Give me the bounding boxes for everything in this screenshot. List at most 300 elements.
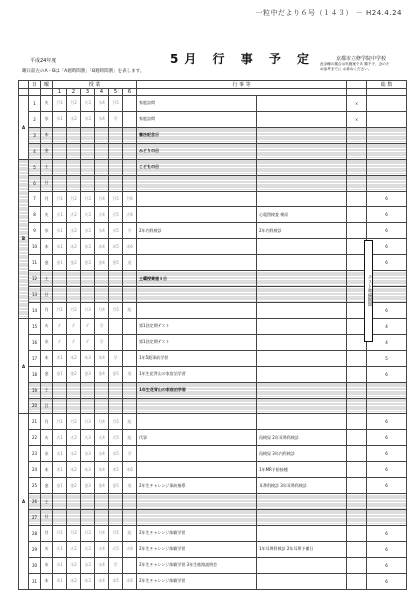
status-mark <box>347 207 367 223</box>
lesson-slot: 水2 <box>67 111 81 127</box>
day-number: 26 <box>29 494 41 510</box>
lesson-slot: 月2 <box>67 96 81 112</box>
status-mark <box>347 541 367 557</box>
lesson-slot <box>53 159 67 175</box>
day-number: 30 <box>29 557 41 573</box>
lesson-slot: 道 <box>123 478 137 494</box>
lesson-slot <box>123 96 137 112</box>
lesson-slot <box>123 509 137 525</box>
lesson-slot: 火1 <box>53 207 67 223</box>
week-column-header <box>19 81 29 89</box>
day-of-week: 日 <box>41 509 53 525</box>
calendar-row <box>19 111 407 127</box>
lesson-slot: 金5 <box>109 366 123 382</box>
event-text-secondary <box>257 414 347 430</box>
lesson-slot <box>95 287 109 303</box>
lesson-slot: 学 <box>109 557 123 573</box>
lesson-slot: 火4 <box>95 541 109 557</box>
lesson-slot: 水1 <box>53 223 67 239</box>
lesson-slot <box>123 143 137 159</box>
day-of-week: 月 <box>41 414 53 430</box>
lesson-slot: 月4 <box>95 302 109 318</box>
lesson-slot <box>67 127 81 143</box>
event-text-secondary <box>257 302 347 318</box>
summary-column-header: 総 数 <box>367 81 407 89</box>
calendar-row <box>19 366 407 382</box>
lesson-slot <box>81 271 95 287</box>
lesson-slot <box>53 287 67 303</box>
day-of-week: 日 <box>41 398 53 414</box>
lesson-total: 6 <box>367 478 407 494</box>
lesson-slot: 総 <box>123 525 137 541</box>
day-of-week: 木 <box>41 462 53 478</box>
page-title: 5月 行 事 予 定 <box>170 52 316 66</box>
lesson-total <box>367 494 407 510</box>
event-text <box>137 509 257 525</box>
lesson-slot: 月5 <box>109 414 123 430</box>
lesson-slot <box>95 175 109 191</box>
day-of-week: 月 <box>41 302 53 318</box>
lesson-slot: 月2 <box>67 302 81 318</box>
lesson-slot: 木1 <box>53 573 67 589</box>
lesson-slot: 学 <box>109 111 123 127</box>
lesson-slot: 道 <box>123 366 137 382</box>
status-mark <box>347 127 367 143</box>
week-label: B <box>19 159 29 318</box>
lesson-slot <box>123 175 137 191</box>
lesson-total: 6 <box>367 541 407 557</box>
newsletter-issue: 一粒中だより６号（１４３） － H24.4.24 <box>255 9 402 17</box>
lesson-slot <box>67 509 81 525</box>
timetable-note: 曜日前左のA・Bは「A週時間割」「B週時間割」を表します。 <box>22 69 145 74</box>
mark-column-header <box>347 81 367 89</box>
lesson-slot: 月5 <box>109 96 123 112</box>
event-text-secondary: 再検尿 2年耳鼻科検診 <box>257 430 347 446</box>
event-text: 第1回定期テスト <box>137 334 257 350</box>
lesson-slot: 月2 <box>67 525 81 541</box>
event-calendar-table <box>18 80 407 590</box>
calendar-row <box>19 175 407 191</box>
lesson-slot <box>109 127 123 143</box>
lesson-slot: 水3 <box>81 223 95 239</box>
lesson-slot <box>109 334 123 350</box>
lesson-slot: 木3 <box>81 239 95 255</box>
event-text-secondary <box>257 334 347 350</box>
day-number: 20 <box>29 398 41 414</box>
calendar-row <box>19 127 407 143</box>
day-number: 13 <box>29 287 41 303</box>
lesson-slot: 水1 <box>53 557 67 573</box>
event-text-secondary <box>257 159 347 175</box>
lesson-total <box>367 159 407 175</box>
lesson-slot: 月6 <box>123 191 137 207</box>
calendar-row <box>19 350 407 366</box>
lesson-slot: 学 <box>123 446 137 462</box>
calendar-row <box>19 398 407 414</box>
lesson-slot: 木6 <box>123 462 137 478</box>
status-mark <box>347 143 367 159</box>
lesson-slot: 木3 <box>81 350 95 366</box>
lesson-slot: 学 <box>95 334 109 350</box>
lesson-slot: 火1 <box>53 430 67 446</box>
lesson-slot: 木2 <box>67 573 81 589</box>
lesson-slot <box>53 494 67 510</box>
event-text <box>137 287 257 303</box>
calendar-row <box>19 494 407 510</box>
calendar-row <box>19 557 407 573</box>
lesson-total <box>367 143 407 159</box>
lesson-slot: 学 <box>109 350 123 366</box>
status-mark <box>347 557 367 573</box>
lesson-slot <box>123 398 137 414</box>
lesson-slot: 月4 <box>95 191 109 207</box>
event-text <box>137 207 257 223</box>
status-mark <box>347 414 367 430</box>
day-of-week: 水 <box>41 334 53 350</box>
day-number: 7 <box>29 191 41 207</box>
event-text-secondary: 2年内科検診 <box>257 223 347 239</box>
day-number: 28 <box>29 525 41 541</box>
school-name: 京都市立修学院中学校 <box>335 56 386 62</box>
event-text <box>137 462 257 478</box>
lesson-slot: 水3 <box>81 111 95 127</box>
lesson-slot: 月5 <box>109 525 123 541</box>
lesson-slot: 木4 <box>95 350 109 366</box>
lesson-slot: 金1 <box>53 478 67 494</box>
day-number: 17 <box>29 350 41 366</box>
lesson-slot <box>53 143 67 159</box>
week-label: A <box>19 96 29 160</box>
lesson-slot: 木5 <box>109 573 123 589</box>
lesson-slot: 月3 <box>81 525 95 541</box>
lesson-slot <box>53 509 67 525</box>
event-text: 憲法記念日 <box>137 127 257 143</box>
day-number: 22 <box>29 430 41 446</box>
lesson-slot: 月2 <box>67 414 81 430</box>
lesson-slot: 金2 <box>67 478 81 494</box>
lesson-slot: 木3 <box>81 573 95 589</box>
lesson-slot: 火2 <box>67 541 81 557</box>
event-text <box>137 255 257 271</box>
lesson-slot <box>67 271 81 287</box>
lesson-slot <box>95 159 109 175</box>
lesson-slot <box>81 143 95 159</box>
lesson-total: 4 <box>367 334 407 350</box>
day-of-week: 木 <box>41 573 53 589</box>
lesson-slot: 月4 <box>95 414 109 430</box>
lesson-total: 6 <box>367 430 407 446</box>
event-text-secondary: 耳鼻科検診 3年耳鼻科検診 <box>257 478 347 494</box>
lesson-slot: 金3 <box>81 255 95 271</box>
status-mark <box>347 366 367 382</box>
lesson-total: 6 <box>367 446 407 462</box>
calendar-row <box>19 96 407 112</box>
lesson-slot: 木2 <box>67 350 81 366</box>
day-of-week: 火 <box>41 541 53 557</box>
lesson-slot: 火3 <box>81 96 95 112</box>
event-text <box>137 398 257 414</box>
lesson-total: 4 <box>367 318 407 334</box>
event-text: こどもの日 <box>137 159 257 175</box>
lesson-slot: 木5 <box>109 462 123 478</box>
event-text: みどりの日 <box>137 143 257 159</box>
slot-header: 1 <box>53 89 67 96</box>
day-number: 12 <box>29 271 41 287</box>
lesson-slot <box>123 318 137 334</box>
event-text-secondary <box>257 175 347 191</box>
status-mark <box>347 159 367 175</box>
lesson-slot <box>109 509 123 525</box>
status-mark <box>347 494 367 510</box>
event-text: 家庭訪問 <box>137 96 257 112</box>
status-mark <box>347 478 367 494</box>
status-mark <box>347 446 367 462</box>
day-of-week: 火 <box>41 207 53 223</box>
day-number: 8 <box>29 207 41 223</box>
event-text <box>137 302 257 318</box>
lesson-slot: 水5 <box>109 446 123 462</box>
lesson-slot: 木4 <box>95 462 109 478</box>
lesson-slot <box>109 143 123 159</box>
lesson-slot <box>123 557 137 573</box>
day-number: 24 <box>29 462 41 478</box>
status-mark <box>347 509 367 525</box>
lesson-slot: 月1 <box>53 96 67 112</box>
lesson-total <box>367 175 407 191</box>
day-number: 15 <box>29 318 41 334</box>
lesson-slot <box>53 175 67 191</box>
status-mark <box>347 462 367 478</box>
lesson-slot: 木1 <box>53 462 67 478</box>
day-of-week: 土 <box>41 159 53 175</box>
lesson-slot: 月5 <box>109 302 123 318</box>
lesson-slot: 月5 <box>109 191 123 207</box>
event-text-secondary <box>257 111 347 127</box>
lesson-slot: 金4 <box>95 478 109 494</box>
lesson-slot <box>123 271 137 287</box>
lesson-slot: 木1 <box>53 350 67 366</box>
lesson-slot <box>95 271 109 287</box>
lesson-slot: 総 <box>123 302 137 318</box>
status-mark <box>347 223 367 239</box>
lesson-slot: テ <box>67 334 81 350</box>
day-of-week: 金 <box>41 143 53 159</box>
lesson-slot <box>53 398 67 414</box>
lesson-slot <box>81 494 95 510</box>
lesson-slot <box>67 398 81 414</box>
day-of-week: 月 <box>41 525 53 541</box>
lesson-total: 5 <box>367 350 407 366</box>
lesson-total <box>367 509 407 525</box>
status-mark <box>347 175 367 191</box>
lesson-slot: テ <box>81 334 95 350</box>
lesson-slot: 月3 <box>81 191 95 207</box>
event-text: 2年生チャレンジ体験学習 3年生進路説明会 <box>137 557 257 573</box>
lesson-slot: 水4 <box>95 111 109 127</box>
day-column-header: 日 <box>29 81 41 89</box>
day-number: 25 <box>29 478 41 494</box>
calendar-row <box>19 430 407 446</box>
calendar-row <box>19 191 407 207</box>
lesson-slot: 金4 <box>95 366 109 382</box>
day-number: 16 <box>29 334 41 350</box>
lesson-slot: 月3 <box>81 414 95 430</box>
lesson-slot: 水3 <box>81 557 95 573</box>
calendar-row <box>19 207 407 223</box>
day-number: 11 <box>29 255 41 271</box>
lesson-slot: 水4 <box>95 223 109 239</box>
event-text-secondary <box>257 287 347 303</box>
lesson-slot <box>67 143 81 159</box>
lesson-slot <box>95 494 109 510</box>
lesson-slot: 木4 <box>95 239 109 255</box>
lesson-slot: 月1 <box>53 191 67 207</box>
lesson-total: 6 <box>367 191 407 207</box>
lesson-slot <box>123 159 137 175</box>
event-text: 1年5限事前学習 <box>137 350 257 366</box>
lesson-slot <box>95 143 109 159</box>
lesson-slot: 木2 <box>67 462 81 478</box>
calendar-row <box>19 414 407 430</box>
status-mark <box>347 350 367 366</box>
lesson-slot: 金4 <box>95 255 109 271</box>
lesson-slot: 月1 <box>53 525 67 541</box>
event-text <box>137 191 257 207</box>
lesson-slot: 水4 <box>95 557 109 573</box>
calendar-row <box>19 239 407 255</box>
lesson-slot: 金2 <box>67 255 81 271</box>
lesson-slot <box>81 382 95 398</box>
status-mark <box>347 382 367 398</box>
calendar-row <box>19 318 407 334</box>
lesson-total: 6 <box>367 255 407 271</box>
calendar-row <box>19 143 407 159</box>
day-of-week: 金 <box>41 255 53 271</box>
lesson-slot <box>95 509 109 525</box>
lesson-slot <box>81 159 95 175</box>
day-number: 31 <box>29 573 41 589</box>
lesson-slot: 学 <box>95 318 109 334</box>
event-text: 土曜授業週５日 <box>137 271 257 287</box>
event-text-secondary: 再検尿 3年内科検診 <box>257 446 347 462</box>
event-text <box>137 414 257 430</box>
day-of-week: 水 <box>41 446 53 462</box>
event-text-secondary <box>257 143 347 159</box>
day-number: 14 <box>29 302 41 318</box>
lesson-total <box>367 111 407 127</box>
calendar-row <box>19 525 407 541</box>
lesson-slot: 水5 <box>109 223 123 239</box>
day-of-week: 木 <box>41 239 53 255</box>
day-number: 27 <box>29 509 41 525</box>
lesson-slot: 水1 <box>53 446 67 462</box>
calendar-row <box>19 334 407 350</box>
lesson-slot: 火2 <box>67 430 81 446</box>
event-text-secondary <box>257 525 347 541</box>
lesson-slot <box>123 287 137 303</box>
lesson-slot: 火3 <box>81 430 95 446</box>
lesson-slot: 総 <box>123 430 137 446</box>
lesson-slot: 火4 <box>95 207 109 223</box>
lesson-slot <box>109 382 123 398</box>
week-label: A <box>19 318 29 414</box>
event-text: 1年生花背山の家宿泊学習 <box>137 382 257 398</box>
lesson-slot: 学 <box>123 223 137 239</box>
lesson-slot: 火5 <box>109 207 123 223</box>
lesson-slot: 水4 <box>95 96 109 112</box>
slot-header: 2 <box>67 89 81 96</box>
lesson-slot: 月1 <box>53 302 67 318</box>
slot-header-row <box>19 89 407 96</box>
lesson-slot: 金5 <box>109 255 123 271</box>
lesson-slot: 火6 <box>123 207 137 223</box>
lesson-slot: 月3 <box>81 302 95 318</box>
event-text-secondary <box>257 557 347 573</box>
event-text-secondary <box>257 350 347 366</box>
lesson-slot <box>67 175 81 191</box>
event-text <box>137 239 257 255</box>
dow-column-header: 曜 <box>41 81 53 89</box>
lesson-total: 6 <box>367 525 407 541</box>
lesson-slot <box>109 494 123 510</box>
calendar-row <box>19 462 407 478</box>
day-of-week: 水 <box>41 557 53 573</box>
lesson-total: 6 <box>367 302 407 318</box>
status-mark <box>347 398 367 414</box>
lesson-slot: テ <box>67 318 81 334</box>
lesson-slot <box>109 175 123 191</box>
event-text: 代事 <box>137 430 257 446</box>
lesson-total: 6 <box>367 557 407 573</box>
event-text <box>137 175 257 191</box>
week-label: A <box>19 414 29 590</box>
day-number: 18 <box>29 366 41 382</box>
day-number: 1 <box>29 96 41 112</box>
lesson-slot: 木4 <box>95 573 109 589</box>
event-text-secondary: 1年MR予防接種 <box>257 462 347 478</box>
lesson-slot: 木1 <box>53 239 67 255</box>
event-text-secondary: 心電図検査 検尿 <box>257 207 347 223</box>
status-mark <box>347 191 367 207</box>
day-number: 6 <box>29 175 41 191</box>
lesson-slot: 金2 <box>67 366 81 382</box>
lesson-total: 6 <box>367 239 407 255</box>
day-of-week: 水 <box>41 111 53 127</box>
lesson-slot <box>123 494 137 510</box>
lesson-slot: 水3 <box>81 446 95 462</box>
lesson-slot: 金3 <box>81 478 95 494</box>
event-text: 家庭訪問 <box>137 111 257 127</box>
calendar-row <box>19 223 407 239</box>
slot-header: 5 <box>109 89 123 96</box>
lesson-slot <box>81 509 95 525</box>
lesson-slot: 火3 <box>81 541 95 557</box>
lesson-slot <box>109 287 123 303</box>
event-text-secondary <box>257 96 347 112</box>
event-text-secondary <box>257 398 347 414</box>
calendar-row <box>19 159 407 175</box>
event-text: 2年内科検診 <box>137 223 257 239</box>
day-number: 23 <box>29 446 41 462</box>
day-of-week: 日 <box>41 287 53 303</box>
lesson-slot <box>67 159 81 175</box>
lesson-slot <box>53 127 67 143</box>
lesson-slot <box>53 382 67 398</box>
lesson-slot: 水4 <box>95 446 109 462</box>
lesson-slot: 火5 <box>109 541 123 557</box>
lesson-slot: 火6 <box>123 541 137 557</box>
day-number: 19 <box>29 382 41 398</box>
